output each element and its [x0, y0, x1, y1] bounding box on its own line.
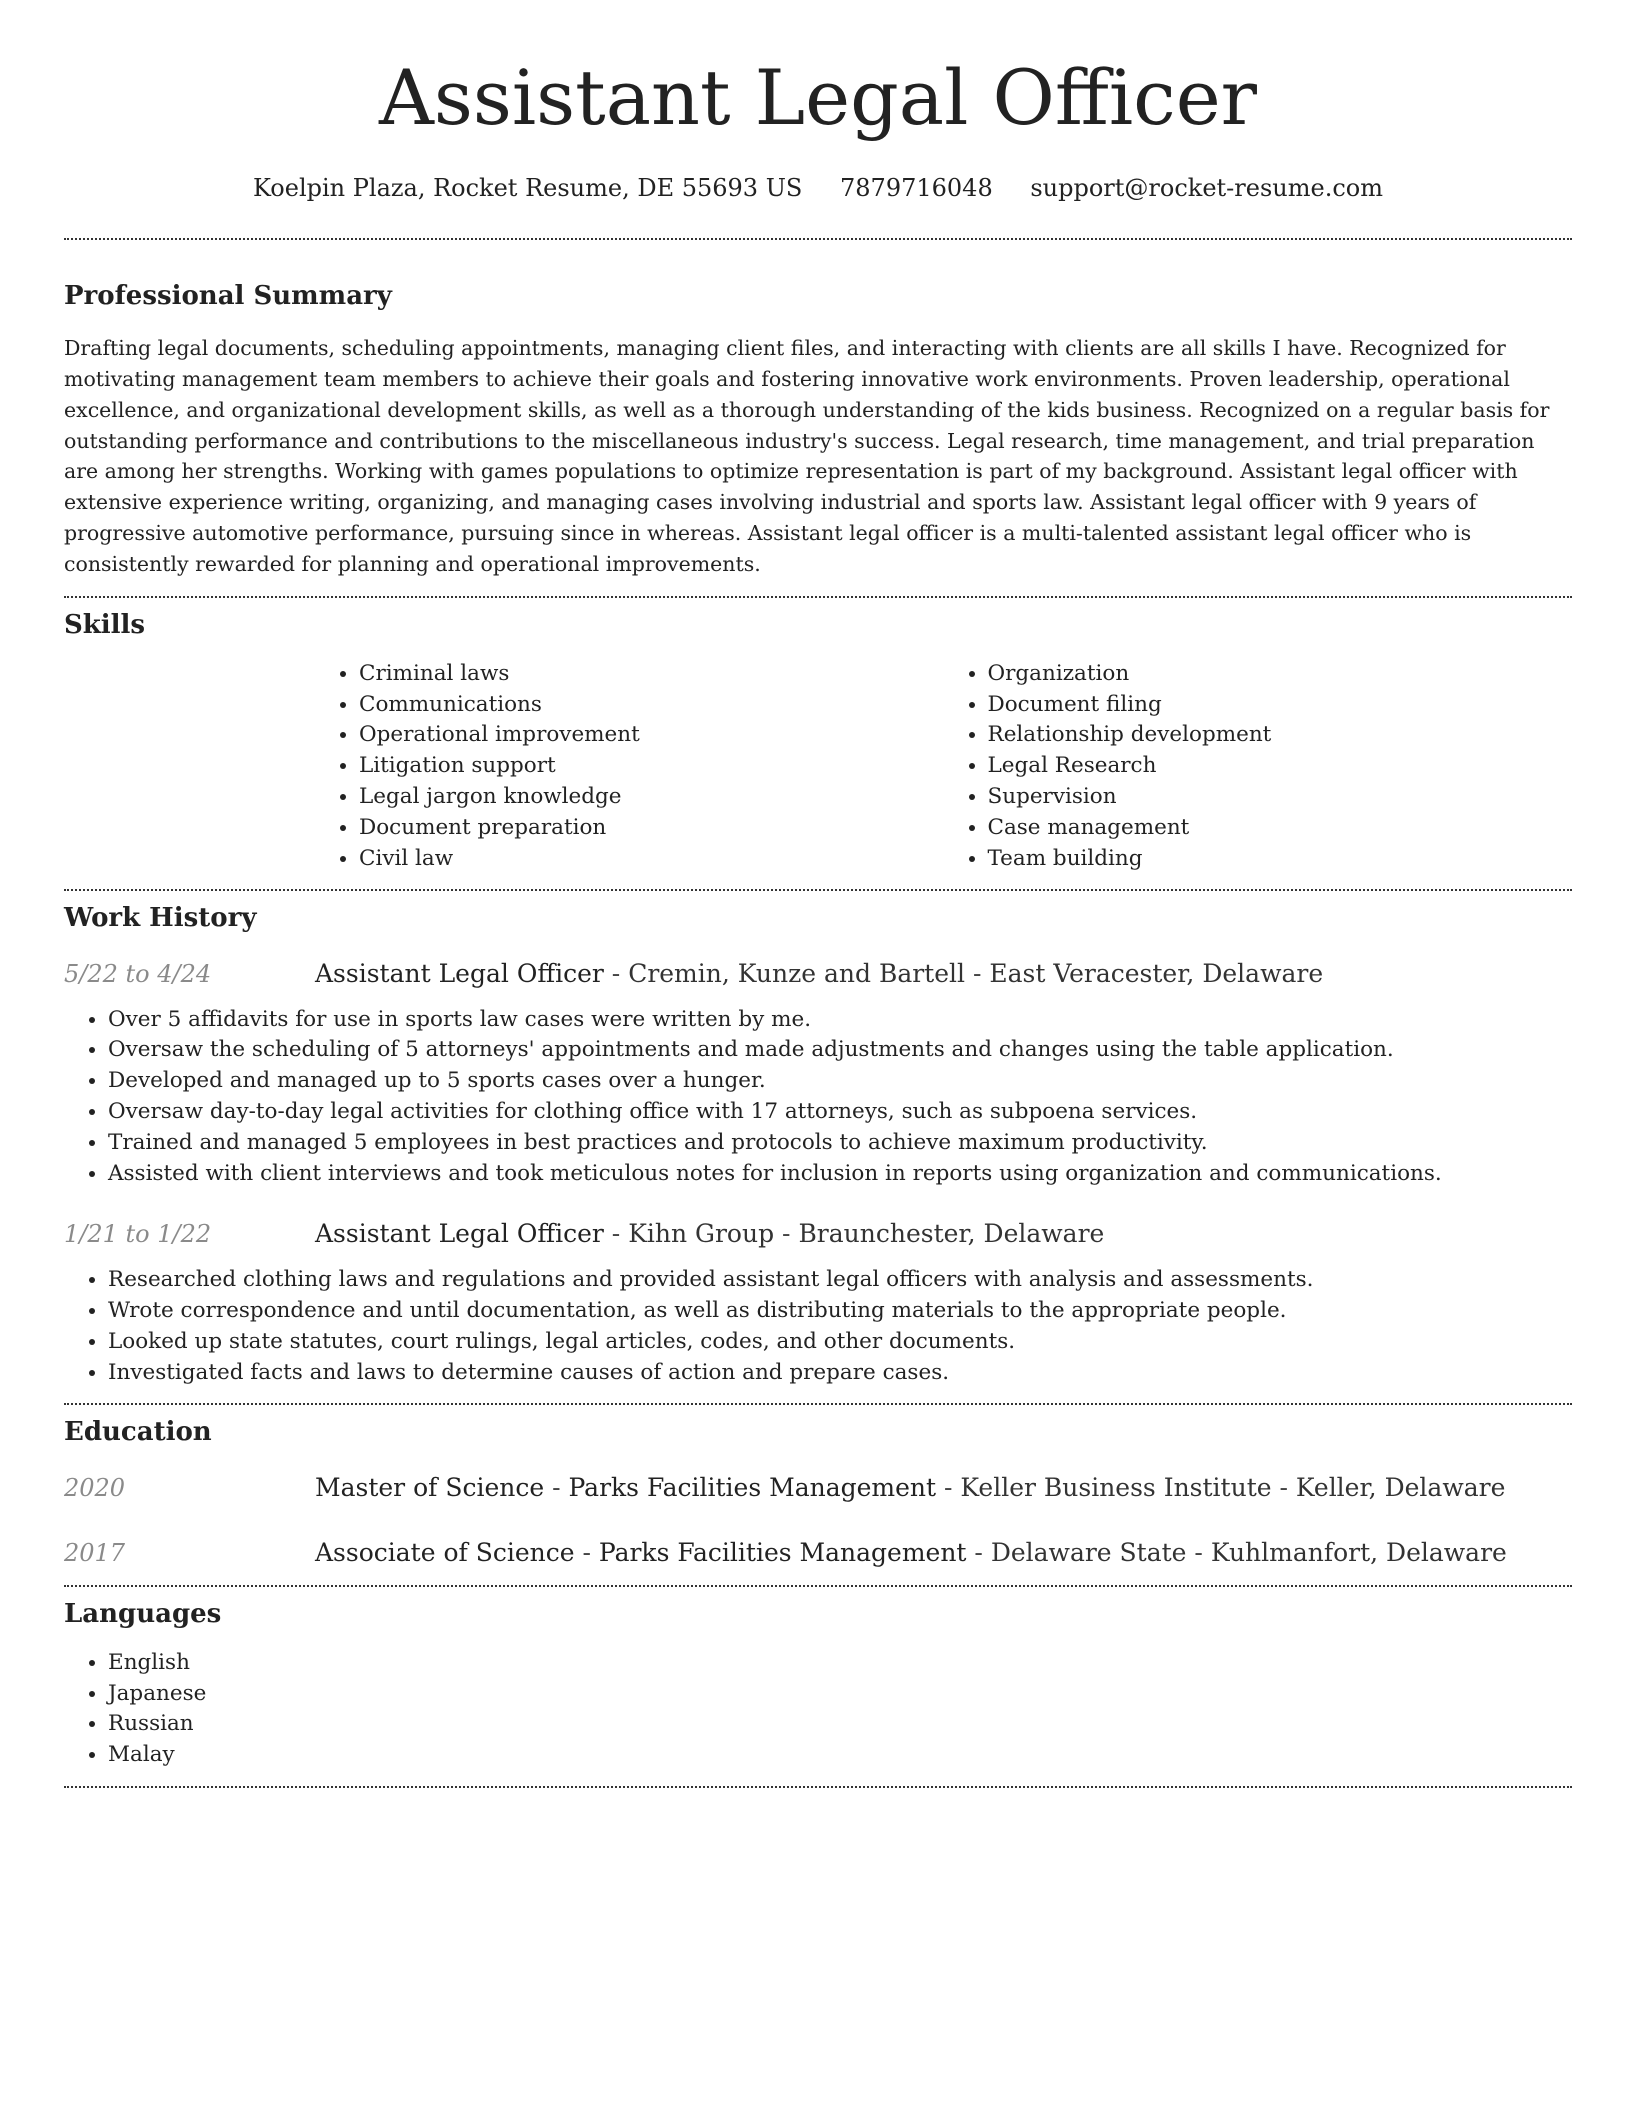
education-year: 2020	[64, 1473, 126, 1502]
skills-section	[64, 610, 1572, 875]
job-bullet: • Oversaw day-to-day legal activities for clothing office with 17 attorneys, such as subpoena services.	[108, 1097, 1572, 1128]
skill-item: • Document preparation	[359, 813, 944, 844]
skill-item: • Criminal laws	[359, 659, 944, 690]
job-header	[64, 1219, 1572, 1248]
job-role: Assistant Legal Officer	[315, 958, 604, 988]
divider	[64, 1403, 1572, 1405]
education-degree: Master of Science	[315, 1472, 545, 1502]
work-section	[64, 903, 1572, 1388]
separator: -	[965, 958, 990, 988]
job-location: Braunchester, Delaware	[798, 1219, 1105, 1249]
section-title-summary: Professional Summary	[64, 281, 392, 311]
job-bullet: • Wrote correspondence and until documentation, as well as distributing materials to the appropriate people.	[108, 1296, 1572, 1327]
skill-item: • Legal Research	[988, 751, 1573, 782]
contact-phone: 7879716048	[840, 174, 993, 202]
education-location: Kuhlmanfort, Delaware	[1210, 1537, 1507, 1567]
summary-section	[64, 281, 1572, 580]
job-bullet: • Researched clothing laws and regulations and provided assistant legal officers with analysis and assessments.	[108, 1265, 1572, 1296]
job-bullet: • Investigated facts and laws to determine causes of action and prepare cases.	[108, 1358, 1572, 1389]
section-title-skills: Skills	[64, 609, 146, 640]
language-item: • English	[108, 1648, 1572, 1679]
job-bullets	[64, 1265, 1572, 1388]
resume-content	[64, 0, 1572, 1788]
job-bullet: • Trained and managed 5 employees in best practices and protocols to achieve maximum productivity.	[108, 1128, 1572, 1159]
separator: -	[1271, 1472, 1296, 1502]
contact-email: support@rocket-resume.com	[1030, 174, 1383, 202]
languages-section	[64, 1599, 1572, 1771]
skills-column-right	[944, 659, 1573, 875]
skill-item: • Supervision	[988, 782, 1573, 813]
skill-item: • Team building	[988, 844, 1573, 875]
skill-item: • Civil law	[359, 844, 944, 875]
section-title-work: Work History	[64, 903, 257, 934]
job-title-line	[315, 1219, 1104, 1248]
job-role: Assistant Legal Officer	[315, 1219, 604, 1249]
job-company: Kihn Group	[628, 1219, 775, 1249]
job-dates: 1/21 to 1/22	[64, 1220, 212, 1249]
education-section	[64, 1417, 1572, 1566]
job-entry	[64, 1219, 1572, 1388]
job-title-line	[315, 959, 1323, 988]
divider	[64, 1786, 1572, 1788]
skill-item: • Case management	[988, 813, 1573, 844]
contact-line	[64, 174, 1572, 202]
job-bullet: • Looked up state statutes, court rulings, legal articles, codes, and other documents.	[108, 1327, 1572, 1358]
job-bullet: • Assisted with client interviews and took meticulous notes for inclusion in reports using organization and communications.	[108, 1159, 1572, 1190]
skill-item: • Litigation support	[359, 751, 944, 782]
job-dates: 5/22 to 4/24	[64, 959, 212, 988]
education-line	[315, 1538, 1507, 1567]
separator: -	[574, 1537, 599, 1567]
job-location: East Veracester, Delaware	[989, 958, 1324, 988]
divider	[64, 1585, 1572, 1587]
language-item: • Malay	[108, 1740, 1572, 1771]
education-field: Parks Facilities Management	[568, 1472, 937, 1502]
job-bullets	[64, 1005, 1572, 1190]
divider	[64, 238, 1572, 240]
separator: -	[603, 958, 629, 988]
skills-list	[315, 659, 1572, 875]
job-bullet: • Developed and managed up to 5 sports cases over a hunger.	[108, 1066, 1572, 1097]
skill-item: • Organization	[988, 659, 1573, 690]
education-year: 2017	[64, 1538, 126, 1567]
skill-item: • Relationship development	[988, 720, 1573, 751]
job-header	[64, 959, 1572, 988]
education-school: Keller Business Institute	[960, 1472, 1272, 1502]
languages-list	[64, 1648, 1572, 1771]
skills-column-left	[315, 659, 944, 875]
candidate-name: Assistant Legal Officer	[378, 53, 1258, 142]
separator: -	[544, 1472, 569, 1502]
summary-text: Drafting legal documents, scheduling appointments, managing client files, and interacting with clients are all skills I have. Recognized for motivating management team members to achieve their goals and fostering innovative work environments. Proven leadership, operational excellence, and organizational development skills, as well as a thorough understanding of the kids business. Recognized on a regular basis for outstanding performance and contributions to the miscellaneous industry's success. Legal research, time management, and trial preparation are among her strengths. Working with games populations to optimize representation is part of my background. Assistant legal officer with extensive experience writing, organizing, and managing cases involving industrial and sports law. Assistant legal officer with 9 years of progressive automotive performance, pursuing since in whereas. Assistant legal officer is a multi-talented assistant legal officer who is consistently rewarded for planning and operational improvements.	[64, 336, 1550, 576]
skill-item: • Operational improvement	[359, 720, 944, 751]
job-bullet: • Oversaw the scheduling of 5 attorneys' appointments and made adjustments and changes using the table application.	[108, 1035, 1572, 1066]
language-item: • Japanese	[108, 1679, 1572, 1710]
job-entry	[64, 959, 1572, 1190]
separator: -	[603, 1219, 629, 1249]
education-field: Parks Facilities Management	[598, 1537, 967, 1567]
divider	[64, 889, 1572, 891]
separator: -	[774, 1219, 799, 1249]
education-line	[315, 1473, 1505, 1502]
job-bullet: • Over 5 affidavits for use in sports law cases were written by me.	[108, 1005, 1572, 1036]
education-school: Delaware State	[990, 1537, 1187, 1567]
language-item: • Russian	[108, 1709, 1572, 1740]
divider	[64, 596, 1572, 598]
skill-item: • Communications	[359, 690, 944, 721]
section-title-education: Education	[64, 1417, 212, 1448]
separator: -	[1186, 1537, 1211, 1567]
separator: -	[936, 1472, 961, 1502]
education-degree: Associate of Science	[315, 1537, 575, 1567]
job-company: Cremin, Kunze and Bartell	[628, 958, 966, 988]
section-title-languages: Languages	[64, 1598, 222, 1629]
education-entry	[64, 1538, 1572, 1567]
education-entry	[64, 1473, 1572, 1502]
separator: -	[966, 1537, 991, 1567]
skill-item: • Legal jargon knowledge	[359, 782, 944, 813]
skill-item: • Document filing	[988, 690, 1573, 721]
education-location: Keller, Delaware	[1295, 1472, 1506, 1502]
contact-address: Koelpin Plaza, Rocket Resume, DE 55693 US	[253, 174, 803, 202]
